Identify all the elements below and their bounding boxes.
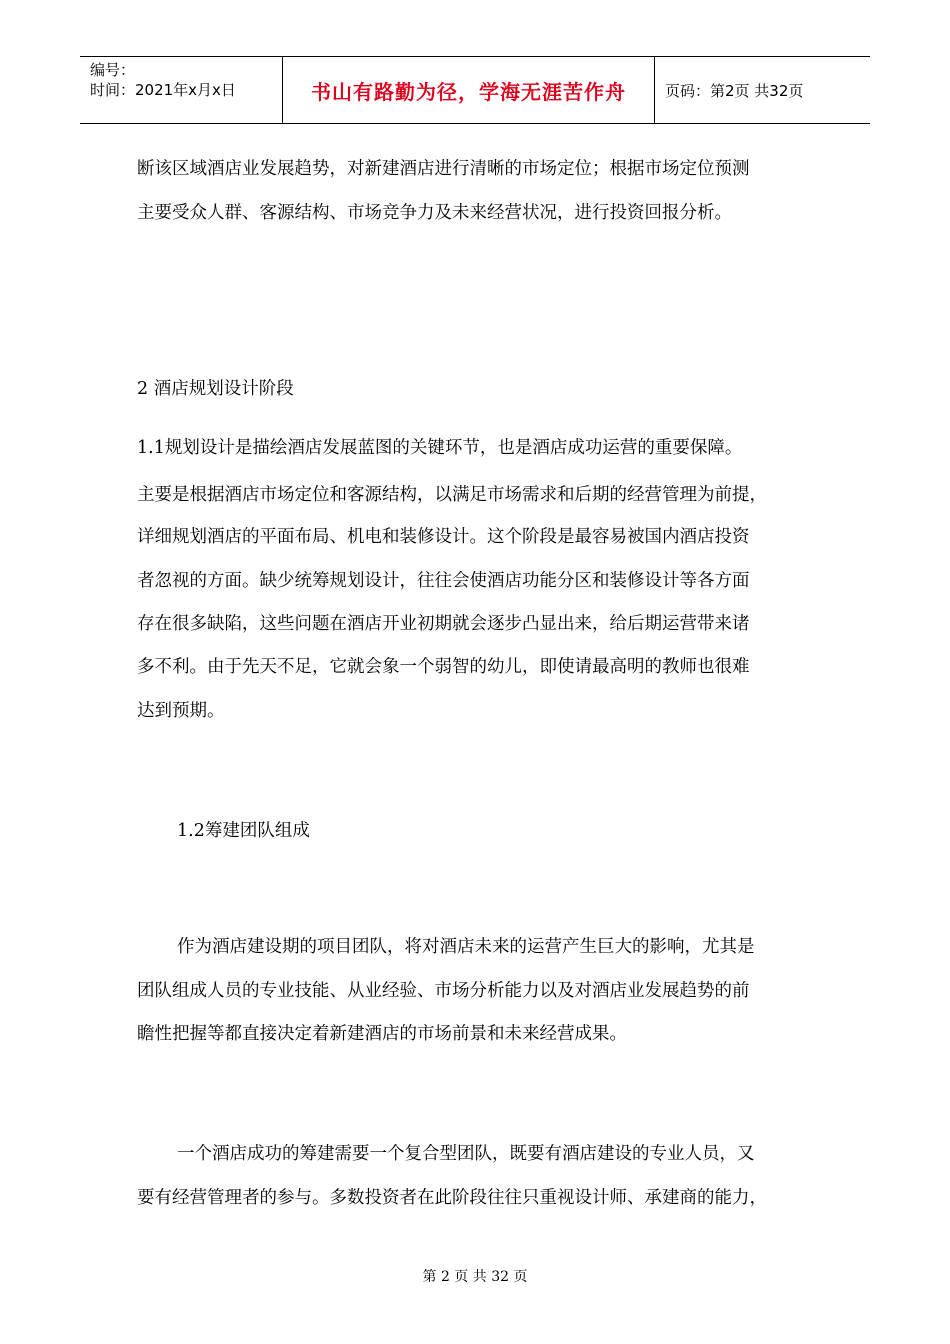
body-line: 一个酒店成功的筹建需要一个复合型团队，既要有酒店建设的专业人员，又 xyxy=(177,1144,755,1164)
body-line: 1.1规划设计是描绘酒店发展蓝图的关键环节，也是酒店成功运营的重要保障。 xyxy=(137,438,743,458)
body-line: 达到预期。 xyxy=(137,701,225,721)
header-page-cell xyxy=(655,57,870,123)
body-line: 断该区域酒店业发展趋势，对新建酒店进行清晰的市场定位；根据市场定位预测 xyxy=(137,159,750,179)
body-line: 多不利。由于先天不足，它就会象一个弱智的幼儿，即使请最高明的教师也很难 xyxy=(137,657,750,677)
header-meta-cell xyxy=(80,57,282,123)
page-header xyxy=(80,56,870,124)
subsection-heading: 1.2筹建团队组成 xyxy=(177,821,310,841)
body-line: 要有经营管理者的参与。多数投资者在此阶段往往只重视设计师、承建商的能力， xyxy=(137,1188,767,1208)
header-number-label: 编号： xyxy=(90,61,136,79)
body-line: 者忽视的方面。缺少统筹规划设计，往往会使酒店功能分区和装修设计等各方面 xyxy=(137,571,750,591)
body-line: 主要受众人群、客源结构、市场竞争力及未来经营状况，进行投资回报分析。 xyxy=(137,203,732,223)
section-heading: 2 酒店规划设计阶段 xyxy=(137,379,294,399)
body-line: 作为酒店建设期的项目团队，将对酒店未来的运营产生巨大的影响，尤其是 xyxy=(177,937,755,957)
body-line: 主要是根据酒店市场定位和客源结构，以满足市场需求和后期的经营管理为前提， xyxy=(137,485,767,505)
page-footer: 第 2 页 共 32 页 xyxy=(422,1269,528,1285)
header-time-label: 时间：2021年x月x日 xyxy=(90,81,236,99)
body-line: 瞻性把握等都直接决定着新建酒店的市场前景和未来经营成果。 xyxy=(137,1024,627,1044)
header-motto-cell xyxy=(282,57,655,123)
body-line: 团队组成人员的专业技能、从业经验、市场分析能力以及对酒店业发展趋势的前 xyxy=(137,981,750,1001)
body-line: 存在很多缺陷，这些问题在酒店开业初期就会逐步凸显出来，给后期运营带来诸 xyxy=(137,614,750,634)
header-motto: 书山有路勤为径，学海无涯苦作舟 xyxy=(311,79,626,104)
body-line: 详细规划酒店的平面布局、机电和装修设计。这个阶段是最容易被国内酒店投资 xyxy=(137,527,750,547)
header-page-info: 页码：第2页 共32页 xyxy=(665,81,804,100)
